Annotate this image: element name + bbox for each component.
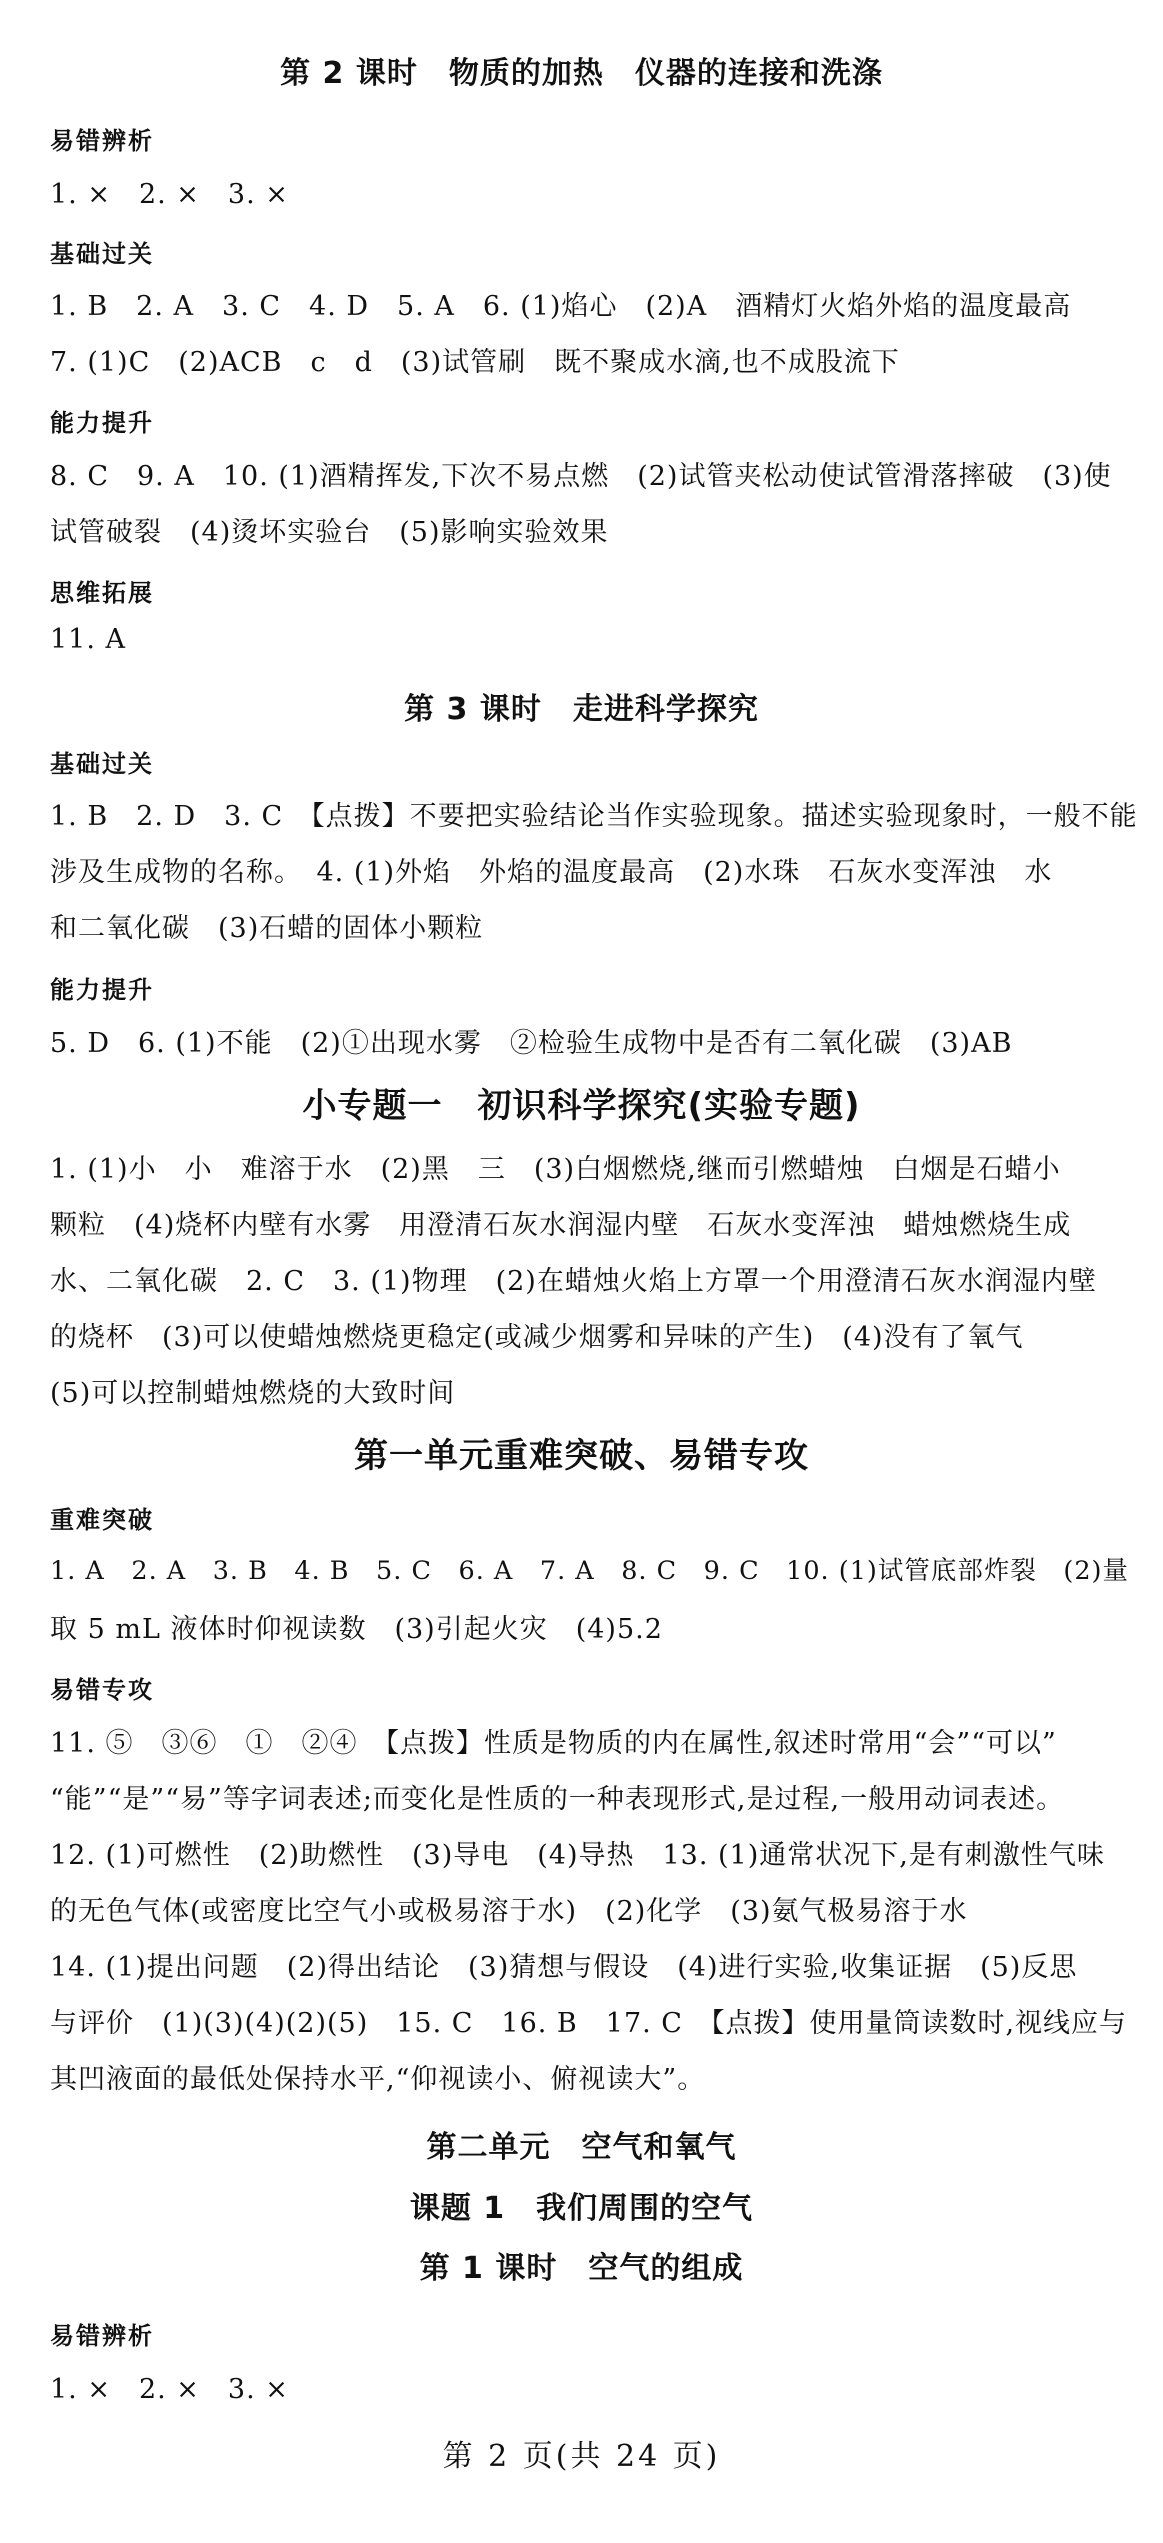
answer-line: (5)可以控制蜡烛燃烧的大致时间 (50, 1378, 456, 1409)
section-heading: 能力提升 (50, 409, 154, 437)
answer-line: 1. × 2. × 3. × (50, 2374, 289, 2405)
section-heading: 易错辨析 (50, 2322, 154, 2350)
section-heading: 基础过关 (50, 240, 154, 268)
answer-line: 11. ⑤ ③⑥ ① ②④ 【点拨】性质是物质的内在属性,叙述时常用“会”“可以” (50, 1728, 1057, 1759)
answer-line: 11. A (50, 624, 127, 655)
topic-title: 课题 1 我们周围的空气 (409, 2191, 754, 2226)
answer-line: 8. C 9. A 10. (1)酒精挥发,下次不易点燃 (2)试管夹松动使试管滑落摔破 (3)使 (50, 461, 1112, 492)
answer-line: 1. B 2. D 3. C 【点拨】不要把实验结论当作实验现象。描述实验现象时，一般不能 (50, 801, 1138, 832)
answer-line: 与评价 (1)(3)(4)(2)(5) 15. C 16. B 17. C 【点拨】使用量筒读数时,视线应与 (50, 2008, 1128, 2039)
answer-line: 涉及生成物的名称。 4. (1)外焰 外焰的温度最高 (2)水珠 石灰水变浑浊 水 (50, 857, 1053, 888)
answer-line: 的烧杯 (3)可以使蜡烛燃烧更稳定(或减少烟雾和异味的产生) (4)没有了氧气 (50, 1322, 1024, 1353)
section-heading: 能力提升 (50, 976, 154, 1004)
answer-line: “能”“是”“易”等字词表述;而变化是性质的一种表现形式,是过程,一般用动词表述。 (50, 1784, 1065, 1815)
section-heading: 重难突破 (50, 1506, 154, 1534)
lesson-title: 第 2 课时 物质的加热 仪器的连接和洗涤 (280, 56, 883, 91)
answer-line: 14. (1)提出问题 (2)得出结论 (3)猜想与假设 (4)进行实验,收集证据 (5)反思 (50, 1952, 1078, 1983)
answer-line: 试管破裂 (4)烫坏实验台 (5)影响实验效果 (50, 517, 609, 548)
answer-line: 1. B 2. A 3. C 4. D 5. A 6. (1)焰心 (2)A 酒精灯火焰外焰的温度最高 (50, 291, 1072, 322)
answer-line: 7. (1)C (2)ACB c d (3)试管刷 既不聚成水滴,也不成股流下 (50, 347, 900, 378)
answer-line: 取 5 mL 液体时仰视读数 (3)引起火灾 (4)5.2 (50, 1614, 663, 1645)
lesson-title: 第 1 课时 空气的组成 (419, 2251, 744, 2286)
section-heading: 易错专攻 (50, 1676, 154, 1704)
answer-line: 12. (1)可燃性 (2)助燃性 (3)导电 (4)导热 13. (1)通常状况下,是有刺激性气味 (50, 1840, 1105, 1871)
answer-line: 颗粒 (4)烧杯内壁有水雾 用澄清石灰水润湿内壁 石灰水变浑浊 蜡烛燃烧生成 (50, 1210, 1072, 1241)
section-heading: 基础过关 (50, 750, 154, 778)
lesson-title: 第 3 课时 走进科学探究 (404, 692, 759, 727)
section-heading: 思维拓展 (50, 579, 154, 607)
section-heading: 易错辨析 (50, 127, 154, 155)
unit-title: 第二单元 空气和氧气 (426, 2130, 737, 2165)
unit-review-title: 第一单元重难突破、易错专攻 (354, 1436, 809, 1476)
topic-title: 小专题一 初识科学探究(实验专题) (302, 1086, 861, 1126)
answer-line: 和二氧化碳 (3)石蜡的固体小颗粒 (50, 913, 484, 944)
page-number: 第 2 页(共 24 页) (442, 2439, 721, 2474)
answer-line: 1. × 2. × 3. × (50, 179, 289, 210)
answer-line: 的无色气体(或密度比空气小或极易溶于水) (2)化学 (3)氨气极易溶于水 (50, 1896, 968, 1927)
answer-line: 1. A 2. A 3. B 4. B 5. C 6. A 7. A 8. C 9. C 10. (1)试管底部炸裂 (2)量 (50, 1556, 1129, 1586)
answer-line: 其凹液面的最低处保持水平,“仰视读小、俯视读大”。 (50, 2064, 706, 2095)
answer-line: 5. D 6. (1)不能 (2)①出现水雾 ②检验生成物中是否有二氧化碳 (3)AB (50, 1028, 1013, 1059)
answer-line: 水、二氧化碳 2. C 3. (1)物理 (2)在蜡烛火焰上方罩一个用澄清石灰水润湿内壁 (50, 1266, 1097, 1297)
answer-line: 1. (1)小 小 难溶于水 (2)黑 三 (3)白烟燃烧,继而引燃蜡烛 白烟是石蜡小 (50, 1154, 1061, 1185)
